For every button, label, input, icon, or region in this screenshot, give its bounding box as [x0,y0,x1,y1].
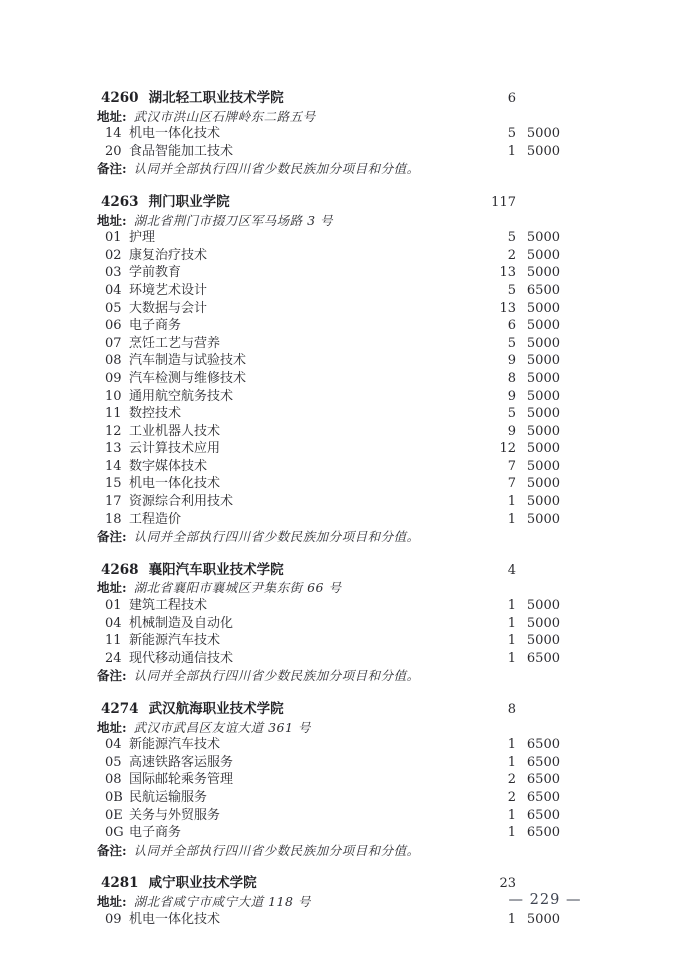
major-plan-count: 7 [507,458,516,474]
major-code: 02 [105,247,122,263]
major-code: 11 [105,633,122,649]
address-text: 湖北省荆门市掇刀区军马场路 3 号 [133,212,334,228]
major-tuition-fee: 5000 [526,458,560,474]
major-name: 汽车检测与维修技术 [129,370,247,386]
major-row [97,824,560,842]
major-tuition-fee: 5000 [526,911,560,927]
major-row [97,493,560,511]
address-line [97,719,560,737]
major-tuition-fee: 5000 [526,511,560,527]
school-block [97,701,560,859]
major-name: 工业机器人技术 [129,423,221,439]
major-name: 资源综合利用技术 [129,494,234,510]
major-code: 04 [105,737,122,753]
major-tuition-fee: 5000 [526,230,560,246]
major-name: 通用航空航务技术 [129,388,234,404]
major-tuition-fee: 5000 [526,423,560,439]
school-code: 4263 [101,193,139,210]
major-row [97,125,560,143]
school-block [97,562,560,685]
major-plan-count: 1 [507,615,516,631]
school-name: 襄阳汽车职业技术学院 [148,561,284,578]
school-list [97,90,560,928]
address-line [97,579,560,597]
major-name: 烹饪工艺与营养 [129,335,221,351]
major-plan-count: 1 [507,494,516,510]
major-name: 数字媒体技术 [129,458,208,474]
major-plan-count: 8 [507,370,516,386]
major-code: 17 [105,494,122,510]
major-plan-count: 6 [507,318,516,334]
address-label: 地址: [97,580,127,596]
major-plan-count: 5 [507,282,516,298]
major-row [97,911,560,929]
major-code: 14 [105,126,122,142]
major-row [97,335,560,353]
major-name: 机电一体化技术 [129,911,221,927]
school-header [97,90,560,108]
school-header [97,875,560,893]
major-plan-count: 7 [507,476,516,492]
major-tuition-fee: 6500 [526,282,560,298]
major-tuition-fee: 5000 [526,353,560,369]
note-text: 认同并全部执行四川省少数民族加分项目和分值。 [133,668,420,684]
major-name: 电子商务 [129,825,182,841]
major-code: 14 [105,458,122,474]
major-row [97,440,560,458]
major-code: 06 [105,318,122,334]
major-list [97,125,560,160]
major-tuition-fee: 6500 [526,650,560,666]
major-tuition-fee: 6500 [526,825,560,841]
major-code: 11 [105,406,122,422]
note-label: 备注: [97,842,127,858]
major-plan-count: 13 [499,265,516,281]
major-list [97,911,560,929]
major-tuition-fee: 5000 [526,126,560,142]
address-text: 武汉市洪山区石牌岭东二路五号 [133,108,316,124]
major-row [97,458,560,476]
major-row [97,300,560,318]
major-name: 机电一体化技术 [129,126,221,142]
major-row [97,352,560,370]
school-code: 4274 [101,701,139,717]
major-row [97,229,560,247]
major-row [97,597,560,615]
major-plan-count: 1 [507,143,516,159]
major-plan-count: 9 [507,353,516,369]
major-name: 高速铁路客运服务 [129,754,234,770]
major-plan-count: 5 [507,230,516,246]
major-code: 0E [105,807,123,823]
major-plan-count: 9 [507,388,516,404]
major-tuition-fee: 5000 [526,247,560,263]
major-row [97,615,560,633]
major-tuition-fee: 5000 [526,441,560,457]
major-tuition-fee: 5000 [526,370,560,386]
major-tuition-fee: 5000 [526,615,560,631]
note-line [97,667,560,685]
major-code: 03 [105,265,122,281]
page-number: — 229 — [508,892,582,908]
major-code: 09 [105,370,122,386]
major-name: 机械制造及自动化 [129,615,234,631]
school-header [97,562,560,580]
major-plan-count: 5 [507,406,516,422]
major-list [97,229,560,528]
school-name: 湖北轻工职业技术学院 [148,90,284,106]
address-text: 武汉市武昌区友谊大道 361 号 [133,719,311,735]
major-row [97,317,560,335]
school-code: 4268 [101,561,139,578]
major-list [97,597,560,667]
major-code: 08 [105,772,122,788]
major-code: 13 [105,441,122,457]
major-tuition-fee: 6500 [526,737,560,753]
address-label: 地址: [97,212,127,228]
major-row [97,423,560,441]
address-text: 湖北省襄阳市襄城区尹集东街 66 号 [133,580,342,596]
major-name: 食品智能加工技术 [129,143,234,159]
major-code: 01 [105,230,122,246]
major-tuition-fee: 5000 [526,494,560,510]
major-plan-count: 1 [507,511,516,527]
major-row [97,736,560,754]
note-text: 认同并全部执行四川省少数民族加分项目和分值。 [133,161,420,177]
school-name: 荆门职业学院 [148,193,230,210]
school-block [97,875,560,928]
major-code: 20 [105,143,122,159]
major-plan-count: 1 [507,598,516,614]
major-code: 05 [105,300,122,316]
major-row [97,370,560,388]
major-plan-count: 1 [507,633,516,649]
admissions-list [97,90,560,944]
major-plan-count: 5 [507,335,516,351]
school-name: 武汉航海职业技术学院 [148,701,284,717]
major-tuition-fee: 5000 [526,633,560,649]
major-code: 07 [105,335,122,351]
note-label: 备注: [97,161,127,177]
major-tuition-fee: 5000 [526,300,560,316]
major-plan-count: 1 [507,825,516,841]
major-plan-count: 13 [499,300,516,316]
school-name: 咸宁职业技术学院 [148,875,257,892]
major-code: 10 [105,388,122,404]
major-row [97,247,560,265]
school-block [97,90,560,178]
major-name: 康复治疗技术 [129,247,208,263]
major-name: 新能源汽车技术 [129,737,221,753]
major-name: 机电一体化技术 [129,476,221,492]
major-tuition-fee: 5000 [526,143,560,159]
major-tuition-fee: 5000 [526,406,560,422]
major-row [97,771,560,789]
major-name: 云计算技术应用 [129,441,221,457]
major-code: 15 [105,476,122,492]
address-line [97,212,560,230]
address-line [97,893,560,911]
school-total-count: 6 [507,91,516,106]
major-row [97,405,560,423]
major-row [97,754,560,772]
note-label: 备注: [97,529,127,545]
major-tuition-fee: 6500 [526,789,560,805]
major-code: 04 [105,615,122,631]
major-tuition-fee: 5000 [526,318,560,334]
major-tuition-fee: 5000 [526,476,560,492]
major-row [97,282,560,300]
major-code: 01 [105,598,122,614]
major-tuition-fee: 6500 [526,754,560,770]
major-tuition-fee: 5000 [526,598,560,614]
major-name: 关务与外贸服务 [129,807,221,823]
school-total-count: 117 [491,194,516,210]
major-row [97,143,560,161]
note-line [97,160,560,178]
major-plan-count: 2 [507,247,516,263]
major-tuition-fee: 6500 [526,807,560,823]
note-text: 认同并全部执行四川省少数民族加分项目和分值。 [133,529,420,545]
address-label: 地址: [97,719,127,735]
major-name: 学前教育 [129,265,182,281]
major-code: 18 [105,511,122,527]
major-name: 现代移动通信技术 [129,650,234,666]
note-line [97,842,560,860]
major-code: 24 [105,650,122,666]
major-plan-count: 5 [507,126,516,142]
major-plan-count: 1 [507,807,516,823]
school-total-count: 23 [499,876,516,892]
major-plan-count: 12 [499,441,516,457]
address-line [97,108,560,126]
note-text: 认同并全部执行四川省少数民族加分项目和分值。 [133,842,420,858]
major-tuition-fee: 5000 [526,335,560,351]
major-tuition-fee: 6500 [526,772,560,788]
major-list [97,736,560,842]
major-code: 08 [105,353,122,369]
school-total-count: 8 [507,702,516,717]
major-code: 0B [105,789,123,805]
major-name: 电子商务 [129,318,182,334]
major-row [97,475,560,493]
major-code: 04 [105,282,122,298]
note-label: 备注: [97,668,127,684]
major-row [97,511,560,529]
major-row [97,650,560,668]
school-header [97,194,560,212]
major-plan-count: 2 [507,789,516,805]
major-row [97,264,560,282]
school-code: 4281 [101,875,139,892]
major-name: 大数据与会计 [129,300,208,316]
major-name: 数控技术 [129,406,182,422]
school-header [97,701,560,719]
address-text: 湖北省咸宁市咸宁大道 118 号 [133,893,311,909]
major-name: 工程造价 [129,511,182,527]
school-total-count: 4 [507,562,516,578]
major-tuition-fee: 5000 [526,265,560,281]
major-code: 0G [105,825,124,841]
address-label: 地址: [97,893,127,909]
school-block [97,194,560,546]
major-code: 09 [105,911,122,927]
major-name: 护理 [129,230,156,246]
major-code: 05 [105,754,122,770]
major-plan-count: 2 [507,772,516,788]
major-plan-count: 1 [507,911,516,927]
major-row [97,807,560,825]
major-tuition-fee: 5000 [526,388,560,404]
major-plan-count: 1 [507,737,516,753]
major-name: 建筑工程技术 [129,598,208,614]
major-code: 12 [105,423,122,439]
major-plan-count: 1 [507,754,516,770]
school-code: 4260 [101,90,139,106]
major-name: 新能源汽车技术 [129,633,221,649]
major-row [97,789,560,807]
major-row [97,632,560,650]
major-plan-count: 9 [507,423,516,439]
major-name: 汽车制造与试验技术 [129,353,247,369]
note-line [97,528,560,546]
major-row [97,388,560,406]
address-label: 地址: [97,108,127,124]
major-name: 国际邮轮乘务管理 [129,772,234,788]
major-name: 民航运输服务 [129,789,208,805]
major-plan-count: 1 [507,650,516,666]
major-name: 环境艺术设计 [129,282,208,298]
